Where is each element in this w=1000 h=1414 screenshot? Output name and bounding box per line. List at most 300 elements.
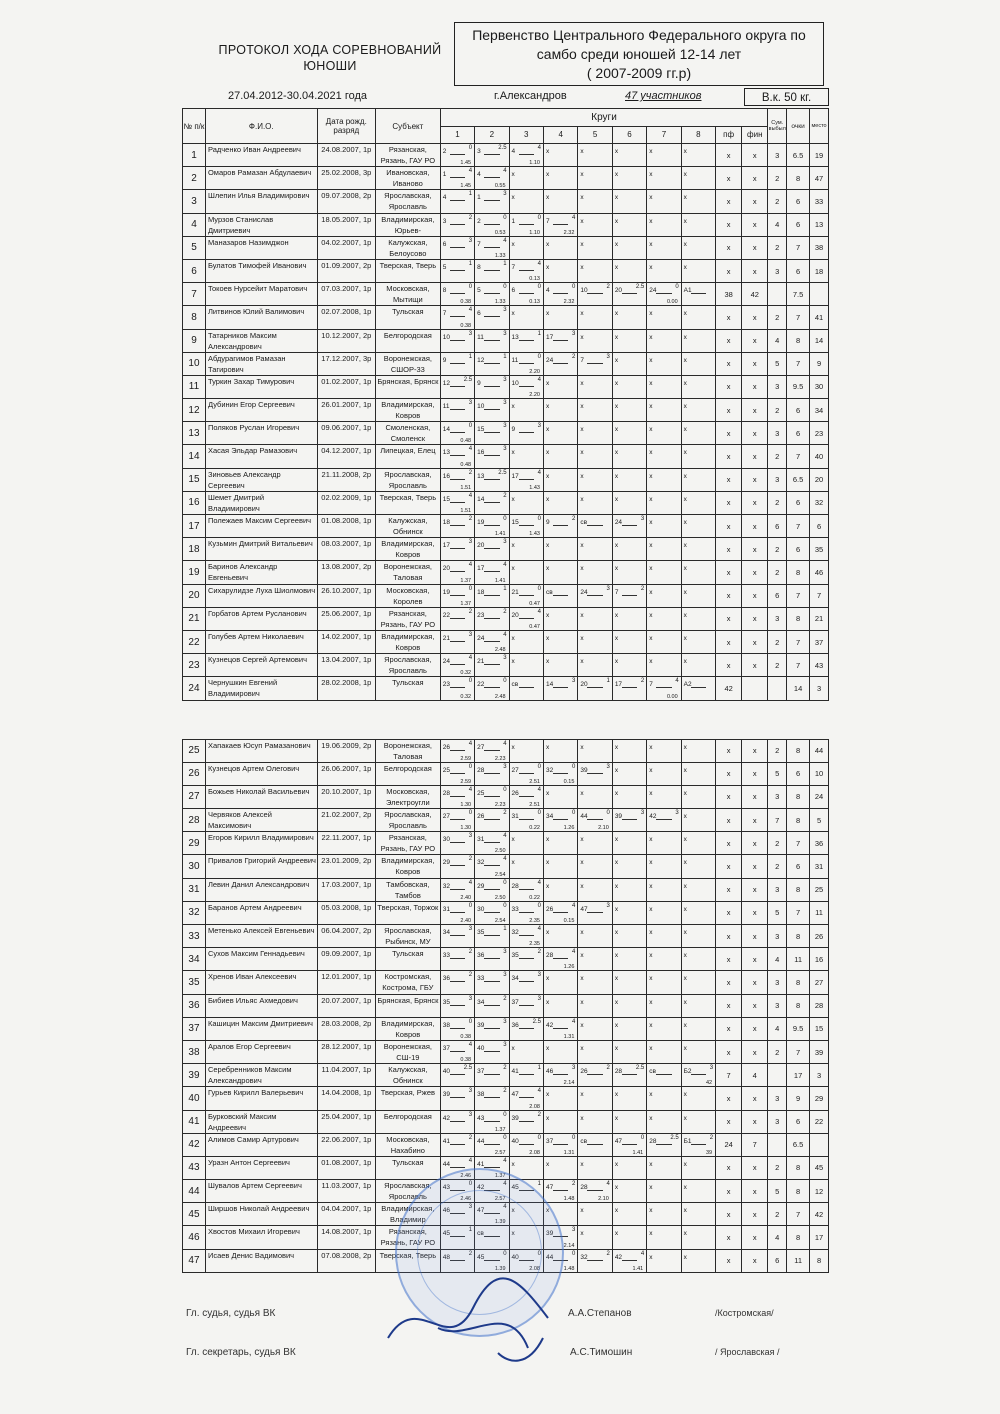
opponent-number: 9 (545, 519, 550, 526)
athlete-name: Шлепин Илья Владимирович (205, 190, 317, 213)
opponent-number: 28 (442, 789, 450, 797)
round-cell (440, 468, 474, 491)
round-cell (475, 236, 509, 259)
round-cell (543, 190, 577, 213)
region: Воронежская, СШ-19 (376, 1040, 441, 1063)
athlete-name: Шувалов Артем Сергеевич (205, 1180, 317, 1203)
round-cell (475, 375, 509, 398)
round-score: 0 (468, 763, 473, 770)
round-divider (450, 641, 465, 642)
final-cell: x (742, 167, 768, 190)
round-time: 2.40 (460, 918, 472, 924)
round-divider (450, 912, 465, 913)
round-cell (681, 785, 715, 808)
birth-date-rank: 26.10.2007, 1р (317, 584, 375, 607)
opponent-number: x (649, 766, 653, 774)
round-cell (681, 971, 715, 994)
athlete-name: Токоев Нурсейит Маратович (205, 283, 317, 306)
points-total: 8 (787, 1180, 810, 1203)
round-cell (578, 561, 612, 584)
points-total: 8 (787, 1226, 810, 1249)
round-divider (656, 1074, 671, 1075)
points-total: 8 (787, 994, 810, 1017)
opponent-number: 39 (614, 813, 623, 821)
opponent-number: x (545, 148, 550, 155)
round-score: 1 (468, 1227, 473, 1234)
round-cell (681, 422, 715, 445)
birth-date-rank: 09.06.2007, 1р (317, 422, 375, 445)
round-cell (578, 809, 612, 832)
final-place: 42 (810, 1203, 829, 1226)
semifinal-cell: x (716, 855, 742, 878)
opponent-number: 23 (477, 611, 485, 619)
round-cell (647, 809, 681, 832)
eliminated-round: 5 (768, 1180, 787, 1203)
birth-date-rank: 08.03.2007, 1р (317, 538, 375, 561)
round-divider (450, 270, 465, 271)
row-number: 2 (183, 167, 206, 190)
opponent-number: x (614, 929, 619, 936)
round-divider (519, 525, 534, 526)
eliminated-round: 3 (768, 259, 787, 282)
round-score: 0 (468, 810, 473, 817)
final-place: 10 (810, 762, 829, 785)
round-cell (475, 948, 509, 971)
opponent-number: x (545, 611, 550, 619)
round-divider (622, 293, 637, 294)
round-time: 42 (705, 1080, 713, 1087)
round-divider (622, 819, 637, 820)
row-number: 16 (183, 491, 206, 514)
opponent-number: x (545, 658, 550, 666)
athlete-name: Уразн Антон Сергеевич (205, 1156, 317, 1179)
eliminated-round: 2 (768, 630, 787, 653)
opponent-number: 20 (580, 681, 588, 689)
table-row (183, 630, 829, 653)
birth-date-rank: 18.05.2007, 1р (317, 213, 375, 236)
round-score: 3 (572, 1065, 576, 1072)
row-number: 11 (183, 375, 206, 398)
athlete-name: Полежаев Максим Сергеевич (205, 515, 317, 538)
points-total: 6 (787, 538, 810, 561)
opponent-number: x (545, 859, 550, 867)
opponent-number: x (580, 426, 584, 434)
final-place: 3 (810, 677, 829, 700)
round-cell (440, 144, 474, 167)
round-score: 3 (468, 1088, 473, 1095)
row-number: 41 (183, 1110, 206, 1133)
round-cell (440, 1017, 474, 1040)
round-score: 0 (503, 284, 507, 291)
opponent-number: x (683, 882, 687, 890)
final-cell: x (742, 375, 768, 398)
final-place: 11 (810, 901, 829, 924)
round-cell (578, 1133, 612, 1156)
opponent-number: 24 (580, 588, 588, 596)
opponent-number: 7 (580, 356, 585, 364)
athlete-name: Чернушкин Евгений Владимирович (205, 677, 317, 700)
birth-date-rank: 11.04.2007, 1р (317, 1064, 375, 1087)
round-divider (484, 842, 499, 843)
round-cell (578, 144, 612, 167)
opponent-number: 25 (477, 789, 485, 797)
round-cell (647, 1249, 681, 1272)
round-cell (475, 1017, 509, 1040)
round-divider (519, 1005, 534, 1006)
final-place: 23 (810, 422, 829, 445)
round-cell (612, 677, 646, 700)
round-cell (578, 994, 612, 1017)
round-cell (509, 971, 543, 994)
round-score: 2.5 (498, 469, 507, 476)
round-cell (440, 607, 474, 630)
round-divider (656, 687, 671, 688)
round-cell (543, 1064, 577, 1087)
birth-date-rank: 10.12.2007, 2р (317, 329, 375, 352)
opponent-number: 32 (511, 929, 519, 936)
round-divider (553, 1074, 568, 1075)
athlete-name: Маназаров Назимджон (205, 236, 317, 259)
round-cell (475, 213, 509, 236)
round-divider (553, 363, 568, 364)
opponent-number: св (580, 1137, 588, 1145)
round-divider (450, 842, 465, 843)
round-divider (484, 641, 499, 642)
opponent-number: 35 (477, 929, 485, 936)
opponent-number: 9 (442, 356, 447, 364)
opponent-number: x (649, 611, 653, 619)
round-cell (647, 901, 681, 924)
round-cell (647, 515, 681, 538)
round-divider (553, 773, 568, 774)
eliminated-round: 2 (768, 561, 787, 584)
round-cell (612, 491, 646, 514)
birth-date-rank: 20.07.2007, 1р (317, 994, 375, 1017)
eliminated-round: 4 (768, 1017, 787, 1040)
round-cell (543, 832, 577, 855)
round-cell (681, 144, 715, 167)
round-divider (519, 224, 534, 225)
table-row (183, 785, 829, 808)
round-divider (484, 773, 499, 774)
opponent-number: 17 (511, 472, 519, 480)
final-place: 21 (810, 607, 829, 630)
opponent-number: св (477, 1230, 484, 1238)
points-total: 7 (787, 901, 810, 924)
athlete-name: Егоров Кирилл Владимирович (205, 832, 317, 855)
table-gap-row (183, 700, 829, 739)
points-total: 8 (787, 971, 810, 994)
round-cell (440, 1110, 474, 1133)
round-score: 4 (503, 168, 507, 175)
opponent-number: x (614, 1091, 619, 1099)
round-score: 4 (503, 562, 507, 569)
eliminated-round: 2 (768, 491, 787, 514)
round-divider (450, 865, 465, 866)
row-number: 42 (183, 1133, 206, 1156)
round-cell (475, 971, 509, 994)
athlete-name: Баринов Александр Евгеньевич (205, 561, 317, 584)
birth-date-rank: 14.08.2007, 1р (317, 1226, 375, 1249)
round-time: 2.20 (529, 368, 540, 375)
opponent-number: св (511, 681, 519, 689)
round-cell (612, 994, 646, 1017)
row-number: 27 (183, 785, 206, 808)
round-score: 3 (503, 446, 507, 453)
round-cell (509, 445, 543, 468)
round-cell (440, 1087, 474, 1110)
points-total: 8 (787, 167, 810, 190)
opponent-number: св (649, 1068, 656, 1076)
opponent-number: 41 (477, 1160, 485, 1168)
round-score: 4 (537, 786, 541, 793)
round-score: 2.5 (532, 1018, 541, 1025)
opponent-number: x (580, 952, 584, 960)
eliminated-round: 2 (768, 832, 787, 855)
athlete-name: Метенько Алексей Евгеньевич (205, 925, 317, 948)
round-cell (440, 538, 474, 561)
round-divider (553, 1190, 568, 1191)
opponent-number: x (511, 565, 515, 573)
final-place: 7 (810, 584, 829, 607)
table-row (183, 283, 829, 306)
round-cell (647, 584, 681, 607)
opponent-number: x (511, 1044, 515, 1052)
region: Ярославская, Рыбинск, МУ (376, 925, 441, 948)
table-row (183, 878, 829, 901)
round-score: 2 (640, 678, 645, 685)
judge-region: /Костромская/ (715, 1308, 774, 1318)
round-time: 0.38 (460, 299, 472, 306)
table-row (183, 190, 829, 213)
round-divider (484, 595, 499, 596)
opponent-number: 28 (649, 1137, 657, 1145)
opponent-number: x (683, 975, 687, 983)
table-row (183, 832, 829, 855)
opponent-number: x (683, 310, 687, 318)
round-cell (647, 832, 681, 855)
round-cell (543, 167, 577, 190)
semifinal-cell: 24 (716, 1133, 742, 1156)
round-score: 0 (537, 1250, 541, 1257)
secretary-name: А.С.Тимошин (570, 1347, 633, 1358)
round-cell (647, 1017, 681, 1040)
round-cell (543, 399, 577, 422)
athlete-name: Серебренников Максим Александрович (205, 1064, 317, 1087)
opponent-number: 27 (511, 766, 519, 774)
opponent-number: x (545, 542, 550, 550)
round-score: 0 (468, 678, 473, 685)
opponent-number: 34 (511, 975, 519, 983)
final-place: 33 (810, 190, 829, 213)
round-time: 2.57 (494, 1149, 506, 1156)
opponent-number: 28 (614, 1068, 623, 1076)
opponent-number: 17 (442, 542, 450, 550)
opponent-number: x (683, 766, 687, 774)
round-cell (612, 283, 646, 306)
table-row (183, 399, 829, 422)
opponent-number: 45 (511, 1184, 519, 1192)
round-divider (484, 750, 499, 751)
opponent-number: x (511, 403, 515, 411)
opponent-number: 28 (545, 952, 554, 960)
round-score: 3 (468, 539, 473, 546)
opponent-number: x (649, 240, 653, 248)
round-time: 2.35 (529, 941, 540, 948)
semifinal-cell: x (716, 213, 742, 236)
round-cell (578, 515, 612, 538)
round-score: 4 (468, 168, 473, 175)
judge-name: А.А.Степанов (568, 1308, 632, 1319)
round-cell (543, 925, 577, 948)
athlete-name: Зиновьев Александр Сергеевич (205, 468, 317, 491)
region: Тверская, Тверь (376, 259, 441, 282)
round-divider (484, 270, 499, 271)
opponent-number: 10 (477, 403, 485, 411)
opponent-number: 17 (614, 681, 623, 689)
table-row (183, 259, 829, 282)
round-time: 0.22 (529, 894, 540, 901)
opponent-number: 24 (442, 658, 450, 666)
round-divider (691, 687, 706, 688)
eliminated-round: 5 (768, 762, 787, 785)
round-score: 1 (503, 260, 507, 267)
opponent-number: 23 (442, 681, 450, 689)
opponent-number: 43 (477, 1114, 485, 1122)
semifinal-cell: x (716, 832, 742, 855)
round-cell (475, 491, 509, 514)
opponent-number: x (649, 952, 653, 960)
region: Ярославская, Ярославль (376, 654, 441, 677)
opponent-number: Б1 (683, 1137, 692, 1145)
round-cell (612, 901, 646, 924)
points-total: 9 (787, 1087, 810, 1110)
points-total: 8 (787, 739, 810, 762)
opponent-number: x (649, 217, 653, 225)
table-row (183, 213, 829, 236)
round-cell (543, 584, 577, 607)
points-total: 6 (787, 1110, 810, 1133)
semifinal-cell: x (716, 878, 742, 901)
birth-date-rank: 22.06.2007, 1р (317, 1133, 375, 1156)
round-time: 0.38 (460, 1033, 472, 1040)
round-score: 0 (537, 902, 541, 909)
points-total: 8 (787, 329, 810, 352)
round-divider (450, 958, 465, 959)
eliminated-round: 2 (768, 190, 787, 213)
round-score: 0 (468, 284, 473, 291)
table-body (183, 144, 829, 1273)
opponent-number: 3 (442, 217, 447, 225)
opponent-number: x (683, 542, 687, 550)
round-score: 4 (537, 260, 541, 267)
birth-date-rank: 24.08.2007, 1р (317, 144, 375, 167)
round-score: 0 (572, 1134, 576, 1141)
round-cell (647, 971, 681, 994)
round-head-2: 2 (475, 126, 509, 144)
round-score: 0 (572, 763, 576, 770)
round-cell (612, 144, 646, 167)
opponent-number: x (580, 379, 584, 387)
table-row (183, 445, 829, 468)
round-cell (647, 306, 681, 329)
round-cell (543, 352, 577, 375)
region: Рязанская, Рязань, ГАУ РО (376, 832, 441, 855)
round-cell (543, 762, 577, 785)
round-divider (484, 958, 499, 959)
birth-date-rank: 09.07.2008, 2р (317, 190, 375, 213)
round-cell (475, 283, 509, 306)
birth-date-rank: 12.01.2007, 1р (317, 971, 375, 994)
opponent-number: x (580, 1114, 584, 1122)
round-score: 3 (468, 995, 473, 1002)
opponent-number: 21 (442, 634, 450, 642)
opponent-number: x (649, 565, 653, 573)
round-score: 2 (503, 608, 507, 615)
athlete-name: Сухов Максим Геннадьевич (205, 948, 317, 971)
round-score: 0 (572, 810, 576, 817)
birth-date-rank: 20.10.2007, 1р (317, 785, 375, 808)
round-time: 2.23 (494, 755, 506, 762)
row-number: 20 (183, 584, 206, 607)
round-cell (578, 584, 612, 607)
round-score: 3 (503, 330, 507, 337)
round-score: 3 (640, 516, 645, 522)
round-divider (519, 340, 534, 341)
round-divider (519, 293, 534, 294)
round-time: 2.32 (563, 299, 575, 306)
round-cell (475, 584, 509, 607)
event-title-line1: Первенство Центрального Федерального округа по (472, 27, 806, 43)
round-cell (440, 329, 474, 352)
opponent-number: 41 (511, 1068, 519, 1076)
birth-date-rank: 26.01.2007, 1р (317, 399, 375, 422)
round-score: 3 (537, 423, 541, 430)
round-cell (475, 259, 509, 282)
opponent-number: x (683, 426, 687, 434)
eliminated-round: 2 (768, 445, 787, 468)
round-divider (484, 224, 499, 225)
opponent-number: x (511, 743, 515, 751)
round-divider (484, 1005, 499, 1006)
points-total: 7 (787, 236, 810, 259)
round-cell (509, 352, 543, 375)
row-number: 43 (183, 1156, 206, 1179)
opponent-number: 29 (477, 882, 485, 890)
table-row (183, 654, 829, 677)
athlete-name: Горбатов Артем Русланович (205, 607, 317, 630)
semifinal-cell: x (716, 1180, 742, 1203)
birth-date-rank: 02.02.2009, 1р (317, 491, 375, 514)
opponent-number: x (511, 310, 515, 318)
opponent-number: x (580, 403, 584, 411)
round-cell (578, 971, 612, 994)
birth-date-rank: 01.08.2008, 1р (317, 515, 375, 538)
signature-scribble (378, 1265, 578, 1378)
round-cell (681, 538, 715, 561)
round-cell (681, 1156, 715, 1179)
round-time: 1.43 (529, 531, 540, 538)
round-cell (612, 1040, 646, 1063)
round-score: 3 (606, 763, 610, 770)
round-cell (509, 739, 543, 762)
opponent-number: 30 (477, 905, 485, 913)
round-score: 2 (468, 516, 473, 522)
athlete-name: Омаров Рамазан Абдулаевич (205, 167, 317, 190)
opponent-number: 10 (580, 287, 588, 295)
round-cell (509, 855, 543, 878)
round-score: 2 (468, 972, 473, 979)
